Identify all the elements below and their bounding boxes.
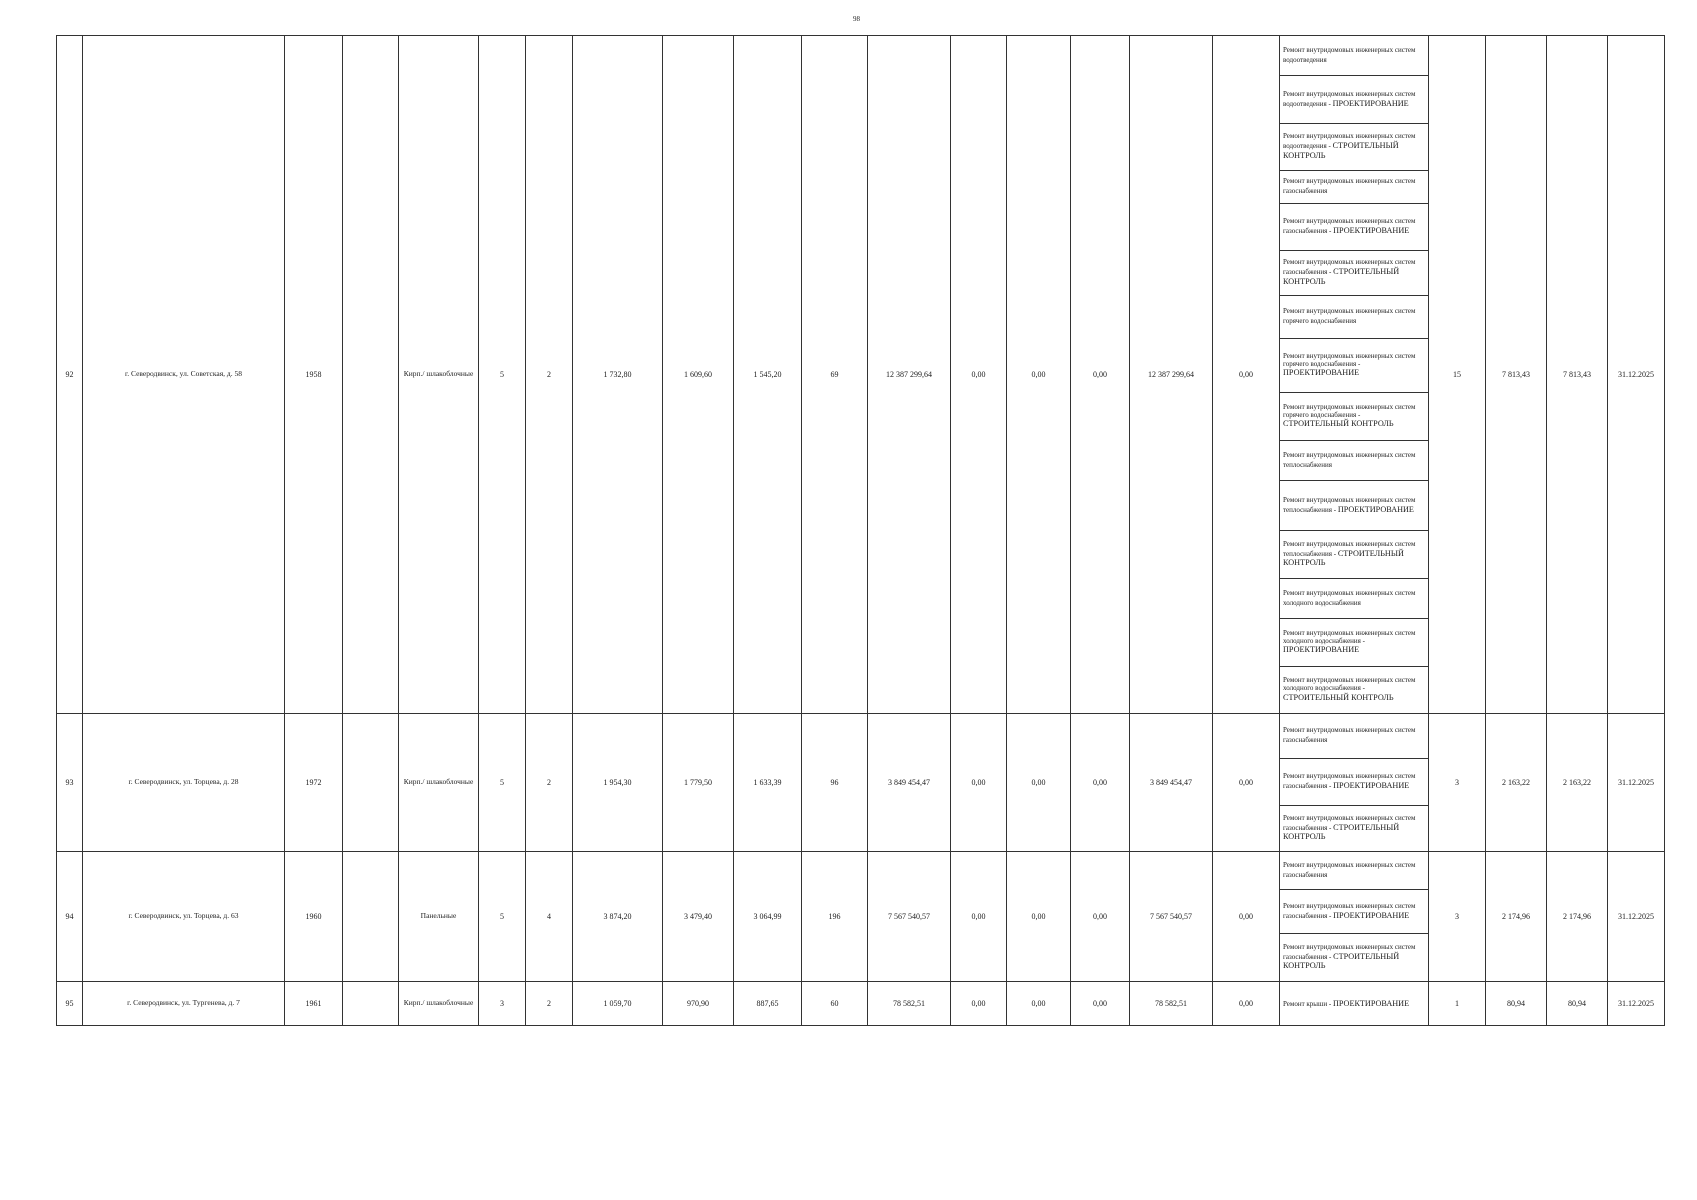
work-type-text: Ремонт внутридомовых инженерных систем водоотведения xyxy=(1283,45,1416,64)
cell-address: г. Северодвинск, ул. Тургенева, д. 7 xyxy=(83,982,285,1026)
work-type-text: Ремонт внутридомовых инженерных систем холодного водоснабжения xyxy=(1283,588,1416,607)
work-type-stage: ПРОЕКТИРОВАНИЕ xyxy=(1332,998,1410,1008)
table-row xyxy=(57,852,1665,890)
cell-deadline: 31.12.2025 xyxy=(1608,36,1665,714)
page-number: 98 xyxy=(853,15,860,23)
work-type-text: Ремонт внутридомовых инженерных систем газоснабжения - xyxy=(1283,813,1416,832)
cell-blank xyxy=(343,36,399,714)
cell-cost-a: 0,00 xyxy=(951,714,1007,852)
cell-work-type xyxy=(1280,481,1429,531)
cell-cost-c: 0,00 xyxy=(1071,36,1130,714)
cell-cost-e: 0,00 xyxy=(1213,36,1280,714)
work-type-stage: ПРОЕКТИРОВАНИЕ xyxy=(1333,226,1410,235)
cell-work-type xyxy=(1280,852,1429,890)
cell-unit-cost: 2 163,22 xyxy=(1486,714,1547,852)
cell-cost-d: 12 387 299,64 xyxy=(1130,36,1213,714)
cell-entrances: 2 xyxy=(526,714,573,852)
work-type-stage: СТРОИТЕЛЬНЫЙ КОНТРОЛЬ xyxy=(1283,419,1394,429)
cell-area-premises: 970,90 xyxy=(663,982,734,1026)
cell-work-type xyxy=(1280,171,1429,204)
work-type-stage: ПРОЕКТИРОВАНИЕ xyxy=(1333,910,1410,920)
cell-deadline: 31.12.2025 xyxy=(1608,714,1665,852)
cell-num: 95 xyxy=(57,982,83,1026)
work-type-stage: ПРОЕКТИРОВАНИЕ xyxy=(1332,98,1409,108)
work-type-stage: СТРОИТЕЛЬНЫЙ КОНТРОЛЬ xyxy=(1283,548,1404,568)
cell-unit-cost-max: 7 813,43 xyxy=(1547,36,1608,714)
work-type-stage: СТРОИТЕЛЬНЫЙ КОНТРОЛЬ xyxy=(1283,692,1394,702)
work-type-stage: СТРОИТЕЛЬНЫЙ КОНТРОЛЬ xyxy=(1283,822,1400,842)
cell-blank xyxy=(343,714,399,852)
cell-area-total: 1 954,30 xyxy=(573,714,663,852)
work-type-text: Ремонт внутридомовых инженерных систем газоснабжения xyxy=(1283,860,1416,879)
work-type-stage: СТРОИТЕЛЬНЫЙ КОНТРОЛЬ xyxy=(1283,951,1400,971)
work-type-text: Ремонт внутридомовых инженерных систем газоснабжения - xyxy=(1283,901,1416,920)
cell-area-residential: 1 545,20 xyxy=(734,36,802,714)
cell-residents: 60 xyxy=(802,982,868,1026)
work-type-stage: ПРОЕКТИРОВАНИЕ xyxy=(1283,645,1360,655)
cell-area-premises: 3 479,40 xyxy=(663,852,734,982)
cell-cost-b: 0,00 xyxy=(1007,714,1071,852)
work-type-text: Ремонт внутридомовых инженерных систем газоснабжения - xyxy=(1283,258,1416,277)
cell-cost-a: 0,00 xyxy=(951,36,1007,714)
cell-entrances: 4 xyxy=(526,852,573,982)
cell-work-type xyxy=(1280,204,1429,251)
cell-unit-cost: 2 174,96 xyxy=(1486,852,1547,982)
work-type-text: Ремонт внутридомовых инженерных систем газоснабжения xyxy=(1283,726,1416,744)
cell-entrances: 2 xyxy=(526,982,573,1026)
cell-blank xyxy=(343,982,399,1026)
work-type-stage: СТРОИТЕЛЬНЫЙ КОНТРОЛЬ xyxy=(1283,141,1399,160)
cell-year: 1960 xyxy=(285,852,343,982)
cell-area-premises: 1 609,60 xyxy=(663,36,734,714)
work-type-text: Ремонт внутридомовых инженерных систем водоотведения - xyxy=(1283,132,1416,151)
table-row xyxy=(57,982,1665,1026)
cell-work-type xyxy=(1280,579,1429,619)
work-type-text: Ремонт внутридомовых инженерных систем горячего водоснабжения - xyxy=(1283,402,1416,419)
cell-num: 94 xyxy=(57,852,83,982)
cell-work-type xyxy=(1280,36,1429,76)
cell-num: 93 xyxy=(57,714,83,852)
cell-cost-b: 0,00 xyxy=(1007,982,1071,1026)
cell-work-type xyxy=(1280,441,1429,481)
cell-work-count: 3 xyxy=(1429,714,1486,852)
cell-material: Кирп./ шлакоблочные xyxy=(399,982,479,1026)
work-type-text: Ремонт внутридомовых инженерных систем горячего водоснабжения xyxy=(1283,307,1416,325)
work-type-text: Ремонт внутридомовых инженерных систем газоснабжения - xyxy=(1283,942,1416,961)
cell-cost-c: 0,00 xyxy=(1071,852,1130,982)
work-type-text: Ремонт внутридомовых инженерных систем газоснабжения - xyxy=(1283,772,1416,790)
cell-entrances: 2 xyxy=(526,36,573,714)
cell-work-type xyxy=(1280,619,1429,667)
cell-floors: 5 xyxy=(479,36,526,714)
cell-work-type xyxy=(1280,806,1429,852)
cell-unit-cost: 7 813,43 xyxy=(1486,36,1547,714)
cell-cost-total: 12 387 299,64 xyxy=(868,36,951,714)
cell-residents: 196 xyxy=(802,852,868,982)
work-type-stage: ПРОЕКТИРОВАНИЕ xyxy=(1283,368,1360,378)
cell-unit-cost-max: 2 163,22 xyxy=(1547,714,1608,852)
cell-deadline: 31.12.2025 xyxy=(1608,852,1665,982)
cell-area-total: 3 874,20 xyxy=(573,852,663,982)
cell-material: Кирп./ шлакоблочные xyxy=(399,36,479,714)
work-type-stage: ПРОЕКТИРОВАНИЕ xyxy=(1333,781,1410,790)
cell-cost-c: 0,00 xyxy=(1071,714,1130,852)
work-type-stage: СТРОИТЕЛЬНЫЙ КОНТРОЛЬ xyxy=(1283,267,1400,286)
cell-cost-a: 0,00 xyxy=(951,852,1007,982)
cell-area-residential: 1 633,39 xyxy=(734,714,802,852)
cell-cost-e: 0,00 xyxy=(1213,714,1280,852)
work-type-text: Ремонт внутридомовых инженерных систем горячего водоснабжения - xyxy=(1283,351,1416,368)
cell-cost-total: 7 567 540,57 xyxy=(868,852,951,982)
cell-work-type xyxy=(1280,251,1429,296)
cell-material: Кирп./ шлакоблочные xyxy=(399,714,479,852)
cell-address: г. Северодвинск, ул. Советская, д. 58 xyxy=(83,36,285,714)
cell-work-type xyxy=(1280,982,1429,1026)
cell-cost-total: 78 582,51 xyxy=(868,982,951,1026)
cell-work-type xyxy=(1280,76,1429,124)
cell-floors: 5 xyxy=(479,852,526,982)
cell-unit-cost-max: 80,94 xyxy=(1547,982,1608,1026)
cell-num: 92 xyxy=(57,36,83,714)
cell-year: 1961 xyxy=(285,982,343,1026)
work-type-text: Ремонт внутридомовых инженерных систем водоотведения - xyxy=(1283,89,1416,108)
cell-work-count: 1 xyxy=(1429,982,1486,1026)
cell-work-count: 15 xyxy=(1429,36,1486,714)
cell-work-type xyxy=(1280,124,1429,171)
cell-work-count: 3 xyxy=(1429,852,1486,982)
cell-year: 1972 xyxy=(285,714,343,852)
cell-work-type xyxy=(1280,531,1429,579)
cell-work-type xyxy=(1280,667,1429,714)
cell-cost-e: 0,00 xyxy=(1213,982,1280,1026)
cell-deadline: 31.12.2025 xyxy=(1608,982,1665,1026)
cell-cost-total: 3 849 454,47 xyxy=(868,714,951,852)
cell-cost-d: 3 849 454,47 xyxy=(1130,714,1213,852)
cell-floors: 5 xyxy=(479,714,526,852)
housing-repair-register-table xyxy=(56,35,1665,1026)
cell-address: г. Северодвинск, ул. Торцева, д. 28 xyxy=(83,714,285,852)
work-type-text: Ремонт внутридомовых инженерных систем теплоснабжения - xyxy=(1283,495,1416,514)
cell-area-total: 1 059,70 xyxy=(573,982,663,1026)
cell-cost-d: 7 567 540,57 xyxy=(1130,852,1213,982)
cell-work-type xyxy=(1280,714,1429,759)
table-row xyxy=(57,36,1665,76)
cell-unit-cost-max: 2 174,96 xyxy=(1547,852,1608,982)
work-type-text: Ремонт внутридомовых инженерных систем холодного водоснабжения - xyxy=(1283,628,1416,645)
work-type-text: Ремонт внутридомовых инженерных систем теплоснабжения - xyxy=(1283,539,1416,558)
cell-cost-e: 0,00 xyxy=(1213,852,1280,982)
cell-work-type xyxy=(1280,934,1429,982)
cell-work-type xyxy=(1280,890,1429,934)
cell-residents: 96 xyxy=(802,714,868,852)
cell-address: г. Северодвинск, ул. Торцева, д. 63 xyxy=(83,852,285,982)
cell-work-type xyxy=(1280,759,1429,806)
work-type-text: Ремонт внутридомовых инженерных систем теплоснабжения xyxy=(1283,450,1416,469)
cell-floors: 3 xyxy=(479,982,526,1026)
cell-cost-b: 0,00 xyxy=(1007,36,1071,714)
table-row xyxy=(57,714,1665,759)
work-type-text: Ремонт внутридомовых инженерных систем газоснабжения xyxy=(1283,177,1416,195)
cell-work-type xyxy=(1280,393,1429,441)
work-type-text: Ремонт крыши - xyxy=(1283,999,1332,1008)
cell-cost-b: 0,00 xyxy=(1007,852,1071,982)
cell-residents: 69 xyxy=(802,36,868,714)
cell-cost-a: 0,00 xyxy=(951,982,1007,1026)
cell-blank xyxy=(343,852,399,982)
cell-work-type xyxy=(1280,296,1429,339)
work-type-text: Ремонт внутридомовых инженерных систем газоснабжения - xyxy=(1283,217,1416,235)
cell-area-residential: 3 064,99 xyxy=(734,852,802,982)
cell-cost-c: 0,00 xyxy=(1071,982,1130,1026)
cell-unit-cost: 80,94 xyxy=(1486,982,1547,1026)
cell-work-type xyxy=(1280,339,1429,393)
cell-area-total: 1 732,80 xyxy=(573,36,663,714)
cell-cost-d: 78 582,51 xyxy=(1130,982,1213,1026)
cell-area-premises: 1 779,50 xyxy=(663,714,734,852)
work-type-stage: ПРОЕКТИРОВАНИЕ xyxy=(1337,504,1414,514)
cell-area-residential: 887,65 xyxy=(734,982,802,1026)
cell-material: Панельные xyxy=(399,852,479,982)
cell-year: 1958 xyxy=(285,36,343,714)
work-type-text: Ремонт внутридомовых инженерных систем холодного водоснабжения - xyxy=(1283,676,1416,693)
